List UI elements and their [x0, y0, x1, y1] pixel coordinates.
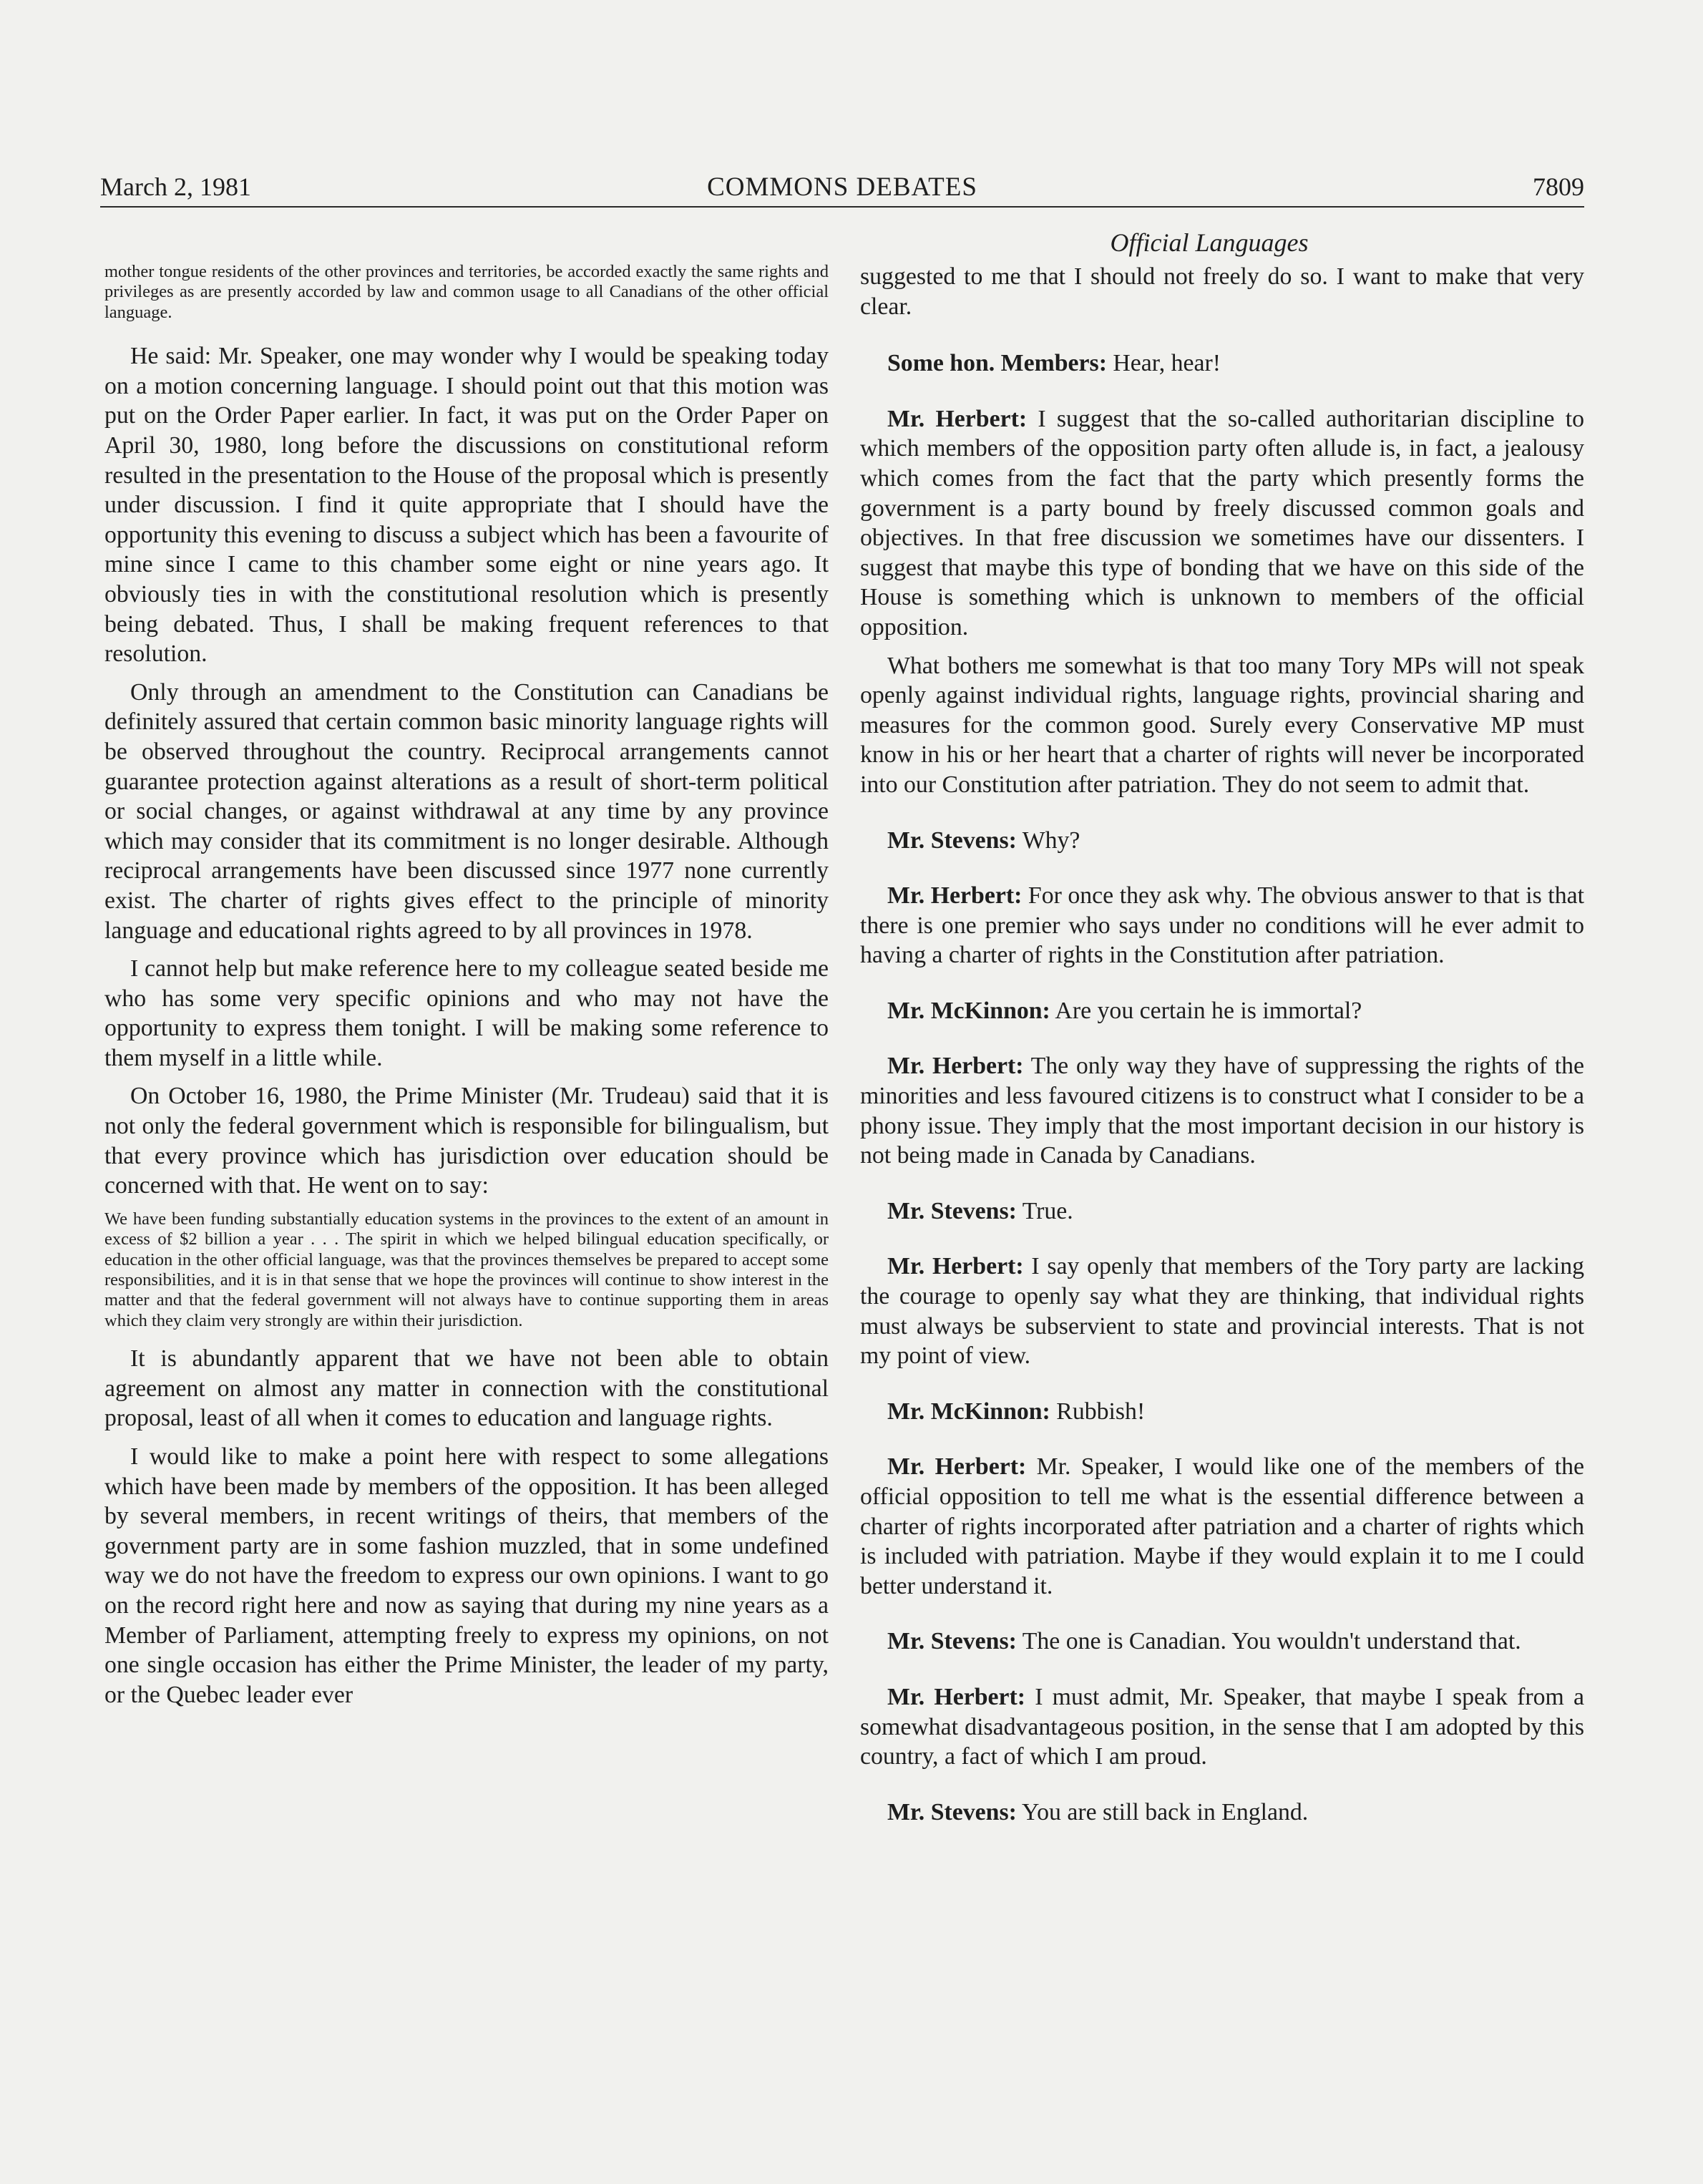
exchange — [860, 1452, 1584, 1601]
exchange — [860, 404, 1584, 643]
continued-paragraph: suggested to me that I should not freely do so. I want to make that very clear. — [860, 263, 1584, 320]
speaker-name: Mr. Herbert: — [887, 1053, 1024, 1080]
speech-text: The one is Canadian. You wouldn't understand that. — [1016, 1628, 1521, 1655]
speaker-name: Mr. McKinnon: — [887, 1398, 1050, 1425]
page-header — [100, 172, 1584, 208]
paragraph: He said: Mr. Speaker, one may wonder why I would be speaking today on a motion concerning language. I should point out that this motion was put on the Order Paper earlier. In fact, it was put on the Order Paper on April 30, 1980, long before the discussions on constitutional reform resulted in the presentation to the House of the proposal which is presently under discussion. I find it quite appropriate that I should have the opportunity this evening to discuss a subject which has been a favourite of mine since I came to this chamber some eight or nine years ago. It obviously ties in with the constitutional resolution which is presently being debated. Thus, I shall be making frequent references to that resolution. — [104, 343, 829, 668]
paragraph: It is abundantly apparent that we have not been able to obtain agreement on almost any matter in connection with the constitutional proposal, least of all when it comes to education and language rights. — [104, 1345, 829, 1432]
header-date: March 2, 1981 — [100, 172, 251, 201]
speech-text: Why? — [1016, 827, 1080, 854]
speaker-name: Mr. Stevens: — [887, 1798, 1017, 1825]
speech-text: Are you certain he is immortal? — [1050, 997, 1362, 1024]
speech-text: The only way they have of suppressing the rights of the minorities and less favoured citizens is to construct what I consider to be a phony issue. They imply that the most important decision in our history is not being made in Canada by Canadians. — [860, 1053, 1584, 1169]
right-column — [860, 262, 1584, 1853]
speech-text: I suggest that the so-called authoritarian discipline to which members of the opposition party often allude is, in fact, a jealousy which comes from the fact that the party which presently forms the government is a party bound by freely discussed common goals and objectives. In that free discussion we sometimes have our dissenters. I suggest that maybe this type of bonding that we have on this side of the House is something which is unknown to members of the official opposition. — [860, 405, 1584, 640]
speech-text: Rubbish! — [1050, 1398, 1146, 1425]
exchange — [860, 826, 1584, 856]
speaker-name: Mr. Herbert: — [887, 882, 1023, 910]
speaker-name: Mr. Herbert: — [887, 1683, 1026, 1710]
block-quote: We have been funding substantially education systems in the provinces to the extent of an amount in excess of $2 billion a year . . . The spirit in which we helped bilingual education specifically, or education in the other official language, was that the provinces themselves be prepared to accept some responsibilities, and it is in that sense that we hope the provinces will continue to show interest in the matter and that the federal government will not always have to continue supporting them in areas which they claim very strongly are within their jurisdiction. — [104, 1209, 829, 1330]
exchange — [860, 881, 1584, 970]
paragraph: I would like to make a point here with respect to some allegations which have been made by members of the opposition. It has been alleged by several members, in recent writings of theirs, that members of the government party are in some fashion muzzled, that in some undefined way we do not have the freedom to express our own opinions. I want to go on the record right here and now as saying that during my nine years as a Member of Parliament, attempting freely to express my opinions, on not one single occasion has either the Prime Minister, the leader of my party, or the Quebec leader ever — [104, 1443, 829, 1708]
exchange — [860, 1252, 1584, 1370]
speech-text: For once they ask why. The obvious answer to that is that there is one premier who says under no conditions will he ever admit to having a charter of rights in the Constitution after patriation. — [860, 882, 1584, 969]
speech-text: Hear, hear! — [1106, 350, 1221, 377]
left-column — [104, 262, 829, 1718]
exchange — [860, 348, 1584, 379]
speech-text: You are still back in England. — [1016, 1798, 1309, 1825]
exchange — [860, 1627, 1584, 1657]
speaker-name: Mr. Stevens: — [887, 1628, 1017, 1655]
header-publication: COMMONS DEBATES — [707, 172, 977, 202]
speaker-name: Mr. Herbert: — [887, 405, 1028, 432]
exchange — [860, 1397, 1584, 1427]
exchange — [860, 1798, 1584, 1828]
exchange — [860, 996, 1584, 1026]
section-title: Official Languages — [1110, 228, 1309, 257]
paragraph: On October 16, 1980, the Prime Minister (Mr. Trudeau) said that it is not only the federal government which is responsible for bilingualism, but that every province which has jurisdiction over education should be concerned with that. He went on to say: — [104, 1083, 829, 1199]
speaker-name: Mr. Stevens: — [887, 1197, 1017, 1224]
paragraph: I cannot help but make reference here to my colleague seated beside me who has some very specific opinions and who may not have the opportunity to express them tonight. I will be making some reference to them myself in a little while. — [104, 955, 829, 1071]
speaker-name: Mr. Herbert: — [887, 1453, 1027, 1481]
speech-text: Mr. Speaker, I would like one of the members of the official opposition to tell me what is the essential difference between a charter of rights incorporated after patriation and a charter of rights which is included with patriation. Maybe if they would explain it to me I could better understand it. — [860, 1453, 1584, 1599]
speech-text: True. — [1016, 1197, 1073, 1224]
speech-text: What bothers me somewhat is that too many Tory MPs will not speak openly against individual rights, language rights, provincial sharing and measures for the common good. Surely every Conservative MP must know in his or her heart that a charter of rights will never be incorporated into our Constitution after patriation. They do not seem to admit that. — [860, 652, 1584, 798]
exchange — [860, 1196, 1584, 1227]
speech-text: I must admit, Mr. Speaker, that maybe I speak from a somewhat disadvantageous position, in the sense that I am adopted by this country, a fact of which I am proud. — [860, 1683, 1584, 1770]
speaker-name: Mr. Stevens: — [887, 827, 1017, 854]
header-rule — [100, 206, 1584, 208]
paragraph: Only through an amendment to the Constitution can Canadians be definitely assured that certain common basic minority language rights will be observed throughout the country. Reciprocal arrangements cannot guarantee protection against alterations as a result of short-term political or social changes, or against withdrawal at any time by any province which may consider that its commitment is no longer desirable. Although reciprocal arrangements have been discussed since 1977 none currently exist. The charter of rights gives effect to the principle of minority language and educational rights agreed to by all provinces in 1978. — [104, 678, 829, 944]
exchange — [860, 1051, 1584, 1170]
speaker-name: Mr. McKinnon: — [887, 997, 1050, 1024]
speaker-name: Some hon. Members: — [887, 350, 1107, 377]
header-page-number: 7809 — [1533, 172, 1584, 201]
exchange — [860, 651, 1584, 800]
speech-text: I say openly that members of the Tory party are lacking the courage to openly say what they are thinking, that individual rights must always be subservient to state and provincial interests. That is not my point of view. — [860, 1253, 1584, 1370]
speaker-name: Mr. Herbert: — [887, 1253, 1024, 1280]
exchange — [860, 1682, 1584, 1772]
opening-quote: mother tongue residents of the other provinces and territories, be accorded exactly the same rights and privileges as are presently accorded by law and common usage to all Canadians of the other official language. — [104, 262, 829, 322]
